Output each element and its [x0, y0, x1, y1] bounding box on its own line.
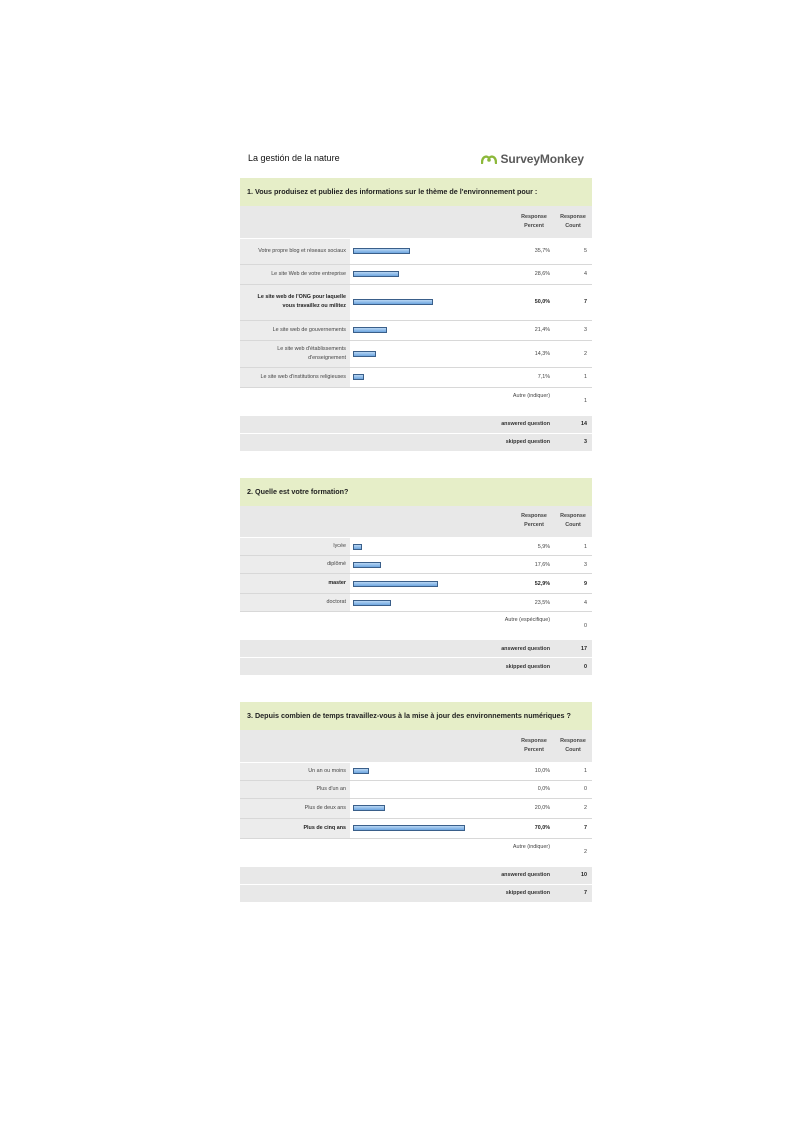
- question-title: 3. Depuis combien de temps travaillez-vous à la mise à jour des environnements numériques ?: [240, 702, 592, 730]
- response-percent: 52,9%: [514, 574, 554, 594]
- answer-label: Plus de cinq ans: [240, 818, 350, 838]
- table-row: [240, 780, 592, 798]
- bar-cell: [350, 367, 514, 387]
- other-count: 2: [554, 838, 592, 866]
- table-row: [240, 594, 592, 612]
- header-spacer: [240, 206, 350, 238]
- response-count: 7: [554, 284, 592, 320]
- table-row: [240, 238, 592, 264]
- response-bar: [353, 544, 362, 550]
- skipped-question-count: 7: [554, 884, 592, 902]
- header-spacer: [350, 730, 514, 762]
- header-spacer: [350, 506, 514, 538]
- bar-cell: [350, 264, 514, 284]
- header-response-percent: Response Percent: [514, 206, 554, 238]
- table-row: [240, 762, 592, 780]
- other-label: Autre (espécifique): [240, 612, 554, 640]
- answer-label: Le site web d'établissements d'enseignement: [240, 340, 350, 367]
- bar-cell: [350, 320, 514, 340]
- table-header-row: [240, 506, 592, 538]
- response-count: 0: [554, 780, 592, 798]
- other-count: 0: [554, 612, 592, 640]
- answered-question-count: 10: [554, 866, 592, 884]
- header-response-count: Response Count: [554, 506, 592, 538]
- bar-cell: [350, 284, 514, 320]
- response-percent: 23,5%: [514, 594, 554, 612]
- header-response-count: Response Count: [554, 206, 592, 238]
- answered-question-count: 14: [554, 415, 592, 433]
- table-row: [240, 556, 592, 574]
- other-row: [240, 387, 592, 415]
- answer-label: Le site web d'institutions religieuses: [240, 367, 350, 387]
- table-row: [240, 367, 592, 387]
- answer-label: diplômé: [240, 556, 350, 574]
- answer-label: master: [240, 574, 350, 594]
- response-bar: [353, 825, 465, 831]
- other-row: [240, 612, 592, 640]
- table-row: [240, 284, 592, 320]
- response-percent: 28,6%: [514, 264, 554, 284]
- survey-report: [240, 148, 592, 929]
- answered-question-row: [240, 415, 592, 433]
- response-count: 4: [554, 594, 592, 612]
- bar-cell: [350, 556, 514, 574]
- table-row: [240, 538, 592, 556]
- response-percent: 20,0%: [514, 798, 554, 818]
- bar-cell: [350, 798, 514, 818]
- bar-cell: [350, 594, 514, 612]
- surveymonkey-logo: [481, 152, 584, 166]
- response-bar: [353, 327, 387, 333]
- table-row: [240, 574, 592, 594]
- response-count: 1: [554, 762, 592, 780]
- bar-cell: [350, 762, 514, 780]
- response-count: 3: [554, 556, 592, 574]
- other-count: 1: [554, 387, 592, 415]
- response-count: 5: [554, 238, 592, 264]
- other-label: Autre (indiquer): [240, 838, 554, 866]
- question-title: 1. Vous produisez et publiez des informations sur le thème de l'environnement pour :: [240, 178, 592, 206]
- answer-label: Le site web de l'ONG pour laquelle vous travaillez ou militez: [240, 284, 350, 320]
- table-row: [240, 320, 592, 340]
- report-header: [240, 148, 592, 178]
- response-count: 4: [554, 264, 592, 284]
- header-response-percent: Response Percent: [514, 730, 554, 762]
- table-row: [240, 340, 592, 367]
- answer-label: Un an ou moins: [240, 762, 350, 780]
- skipped-question-row: [240, 433, 592, 451]
- answered-question-count: 17: [554, 640, 592, 658]
- question-block: [240, 478, 592, 677]
- response-percent: 14,3%: [514, 340, 554, 367]
- bar-cell: [350, 780, 514, 798]
- question-block: [240, 702, 592, 903]
- table-header-row: [240, 206, 592, 238]
- response-percent: 50,0%: [514, 284, 554, 320]
- response-table: [240, 206, 592, 452]
- skipped-question-label: skipped question: [240, 658, 554, 676]
- table-row: [240, 264, 592, 284]
- response-percent: 0,0%: [514, 780, 554, 798]
- response-count: 1: [554, 538, 592, 556]
- question-block: [240, 178, 592, 452]
- other-label: Autre (indiquer): [240, 387, 554, 415]
- response-count: 1: [554, 367, 592, 387]
- answered-question-label: answered question: [240, 866, 554, 884]
- response-bar: [353, 581, 438, 587]
- skipped-question-row: [240, 658, 592, 676]
- skipped-question-count: 0: [554, 658, 592, 676]
- answer-label: Le site Web de votre entreprise: [240, 264, 350, 284]
- answer-label: Votre propre blog et réseaux sociaux: [240, 238, 350, 264]
- response-bar: [353, 374, 364, 380]
- response-bar: [353, 248, 410, 254]
- other-row: [240, 838, 592, 866]
- table-header-row: [240, 730, 592, 762]
- response-percent: 10,0%: [514, 762, 554, 780]
- skipped-question-label: skipped question: [240, 884, 554, 902]
- response-percent: 17,6%: [514, 556, 554, 574]
- bar-cell: [350, 238, 514, 264]
- bar-cell: [350, 340, 514, 367]
- answer-label: Le site web de gouvernements: [240, 320, 350, 340]
- skipped-question-count: 3: [554, 433, 592, 451]
- response-bar: [353, 805, 385, 811]
- logo-text: SurveyMonkey: [500, 152, 584, 166]
- answered-question-label: answered question: [240, 640, 554, 658]
- response-table: [240, 730, 592, 903]
- answered-question-row: [240, 640, 592, 658]
- bar-cell: [350, 574, 514, 594]
- answer-label: Plus de deux ans: [240, 798, 350, 818]
- answer-label: lycée: [240, 538, 350, 556]
- header-response-percent: Response Percent: [514, 506, 554, 538]
- response-percent: 70,0%: [514, 818, 554, 838]
- response-percent: 7,1%: [514, 367, 554, 387]
- response-count: 2: [554, 340, 592, 367]
- response-bar: [353, 271, 399, 277]
- survey-title: La gestión de la nature: [248, 153, 340, 163]
- response-bar: [353, 768, 369, 774]
- header-spacer: [240, 730, 350, 762]
- answered-question-label: answered question: [240, 415, 554, 433]
- table-row: [240, 798, 592, 818]
- header-response-count: Response Count: [554, 730, 592, 762]
- answer-label: Plus d'un an: [240, 780, 350, 798]
- response-bar: [353, 562, 381, 568]
- skipped-question-row: [240, 884, 592, 902]
- response-count: 9: [554, 574, 592, 594]
- response-count: 7: [554, 818, 592, 838]
- answered-question-row: [240, 866, 592, 884]
- bar-cell: [350, 538, 514, 556]
- header-spacer: [350, 206, 514, 238]
- table-row: [240, 818, 592, 838]
- bar-cell: [350, 818, 514, 838]
- questions-list: [240, 178, 592, 903]
- response-percent: 5,9%: [514, 538, 554, 556]
- header-spacer: [240, 506, 350, 538]
- response-count: 3: [554, 320, 592, 340]
- question-title: 2. Quelle est votre formation?: [240, 478, 592, 506]
- response-table: [240, 506, 592, 677]
- response-bar: [353, 600, 391, 606]
- response-percent: 21,4%: [514, 320, 554, 340]
- surveymonkey-logo-icon: [481, 154, 497, 164]
- skipped-question-label: skipped question: [240, 433, 554, 451]
- answer-label: doctorat: [240, 594, 350, 612]
- response-bar: [353, 351, 376, 357]
- response-bar: [353, 299, 433, 305]
- response-count: 2: [554, 798, 592, 818]
- response-percent: 35,7%: [514, 238, 554, 264]
